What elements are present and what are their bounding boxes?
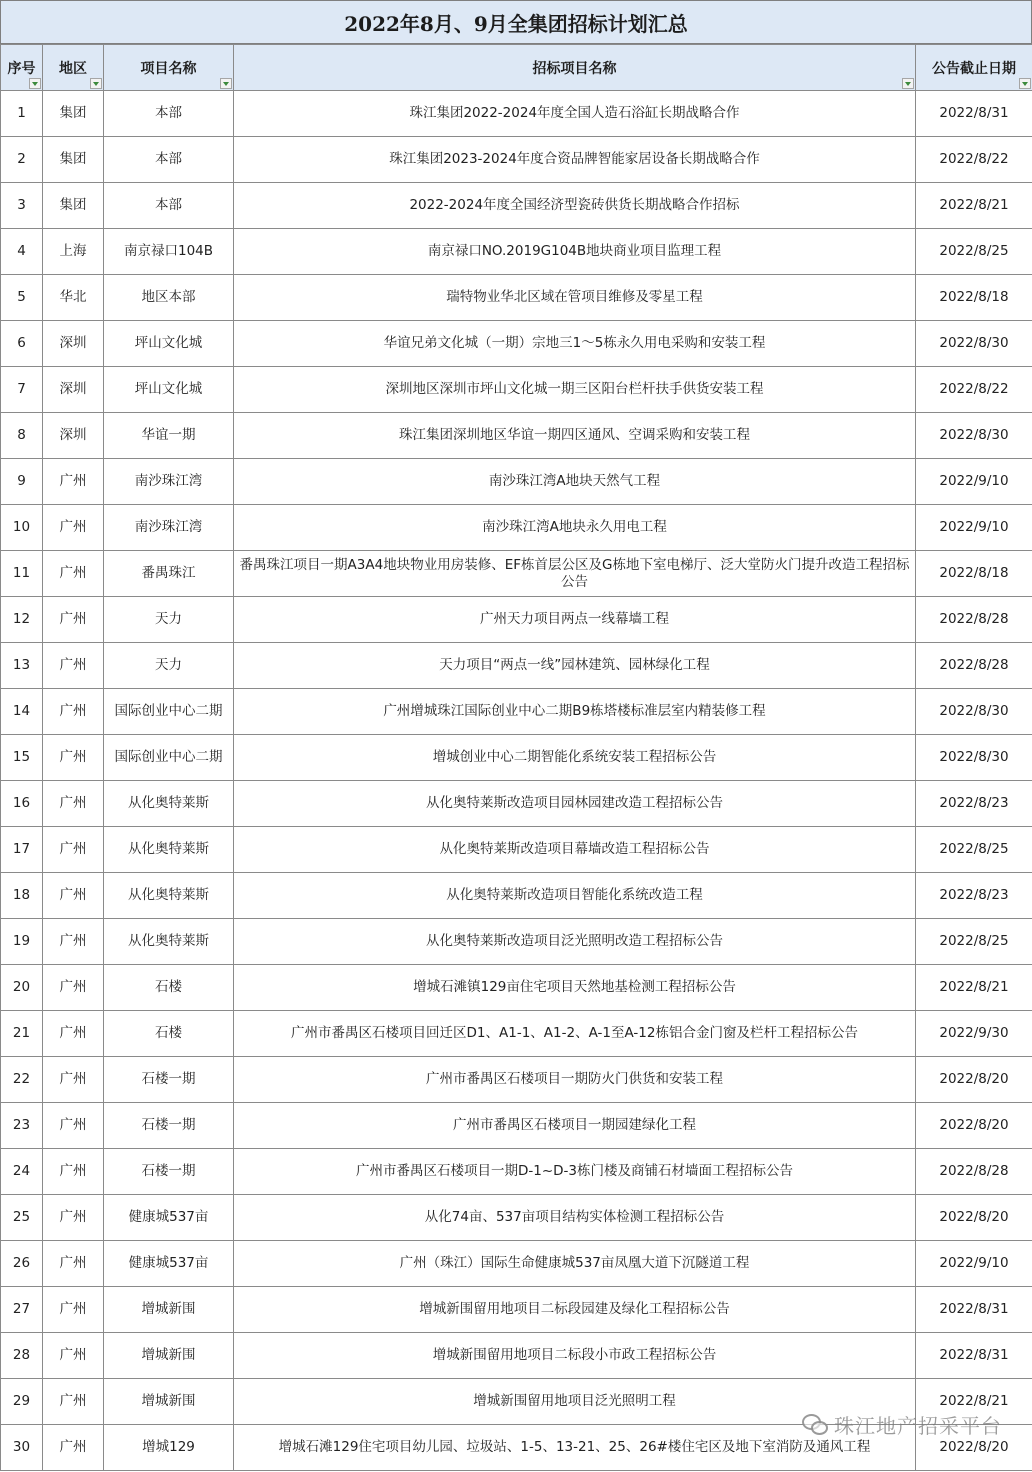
tender-name-cell[interactable]: 广州天力项目两点一线幕墙工程	[234, 597, 916, 643]
project-name-cell[interactable]: 华谊一期	[104, 413, 234, 459]
row-number-cell[interactable]: 23	[1, 1103, 43, 1149]
project-name-cell[interactable]: 增城新围	[104, 1333, 234, 1379]
table-row	[1, 1195, 1032, 1241]
tender-name-cell[interactable]: 广州增城珠江国际创业中心二期B9栋塔楼标准层室内精装修工程	[234, 689, 916, 735]
region-cell[interactable]: 广州	[43, 827, 104, 873]
project-name-cell[interactable]: 石楼一期	[104, 1057, 234, 1103]
deadline-cell[interactable]: 2022/9/10	[916, 1241, 1032, 1287]
deadline-cell[interactable]: 2022/8/28	[916, 1149, 1032, 1195]
tender-name-cell[interactable]: 南京禄口NO.2019G104B地块商业项目监理工程	[234, 229, 916, 275]
region-cell[interactable]: 广州	[43, 1057, 104, 1103]
deadline-cell[interactable]: 2022/8/21	[916, 965, 1032, 1011]
project-name-cell[interactable]: 本部	[104, 91, 234, 137]
filter-dropdown-icon[interactable]	[220, 78, 232, 89]
row-number-cell[interactable]: 10	[1, 505, 43, 551]
region-cell[interactable]: 广州	[43, 781, 104, 827]
table-row	[1, 413, 1032, 459]
table-row	[1, 827, 1032, 873]
project-name-cell[interactable]: 国际创业中心二期	[104, 735, 234, 781]
header-label: 项目名称	[140, 60, 197, 77]
wechat-icon	[802, 1414, 828, 1436]
table-row	[1, 919, 1032, 965]
row-number-cell[interactable]: 1	[1, 91, 43, 137]
row-number-cell[interactable]: 20	[1, 965, 43, 1011]
region-cell[interactable]: 深圳	[43, 367, 104, 413]
project-name-cell[interactable]: 增城129	[104, 1425, 234, 1471]
region-cell[interactable]: 广州	[43, 1011, 104, 1057]
project-name-cell[interactable]: 天力	[104, 597, 234, 643]
table-row	[1, 597, 1032, 643]
row-number-cell[interactable]: 6	[1, 321, 43, 367]
deadline-cell[interactable]: 2022/9/30	[916, 1011, 1032, 1057]
tender-name-cell[interactable]: 广州市番禺区石楼项目一期防火门供货和安装工程	[234, 1057, 916, 1103]
tender-name-cell[interactable]: 增城创业中心二期智能化系统安装工程招标公告	[234, 735, 916, 781]
project-name-cell[interactable]: 从化奥特莱斯	[104, 781, 234, 827]
project-name-cell[interactable]: 从化奥特莱斯	[104, 873, 234, 919]
tender-name-cell[interactable]: 从化74亩、537亩项目结构实体检测工程招标公告	[234, 1195, 916, 1241]
region-cell[interactable]: 广州	[43, 689, 104, 735]
row-number-cell[interactable]: 4	[1, 229, 43, 275]
row-number-cell[interactable]: 12	[1, 597, 43, 643]
header-row	[1, 45, 1032, 91]
region-cell[interactable]: 广州	[43, 643, 104, 689]
tender-name-cell[interactable]: 增城石滩129住宅项目幼儿园、垃圾站、1-5、13-21、25、26#楼住宅区及地下室消防及通风工程	[234, 1425, 916, 1471]
filter-dropdown-icon[interactable]	[90, 78, 102, 89]
deadline-cell[interactable]: 2022/8/21	[916, 183, 1032, 229]
project-name-cell[interactable]: 南京禄口104B	[104, 229, 234, 275]
row-number-cell[interactable]: 24	[1, 1149, 43, 1195]
tender-name-cell[interactable]: 珠江集团2023-2024年度合资品牌智能家居设备长期战略合作	[234, 137, 916, 183]
tender-name-cell[interactable]: 华谊兄弟文化城（一期）宗地三1～5栋永久用电采购和安装工程	[234, 321, 916, 367]
table-row	[1, 965, 1032, 1011]
table-row	[1, 643, 1032, 689]
region-cell[interactable]: 广州	[43, 1287, 104, 1333]
row-number-cell[interactable]: 19	[1, 919, 43, 965]
region-cell[interactable]: 广州	[43, 1425, 104, 1471]
region-cell[interactable]: 集团	[43, 137, 104, 183]
tender-name-cell[interactable]: 珠江集团2022-2024年度全国人造石浴缸长期战略合作	[234, 91, 916, 137]
header-cell	[234, 45, 916, 91]
deadline-cell[interactable]: 2022/8/30	[916, 735, 1032, 781]
table-row	[1, 137, 1032, 183]
region-cell[interactable]: 广州	[43, 1379, 104, 1425]
deadline-cell[interactable]: 2022/8/25	[916, 919, 1032, 965]
deadline-cell[interactable]: 2022/8/31	[916, 1287, 1032, 1333]
row-number-cell[interactable]: 5	[1, 275, 43, 321]
tender-name-cell[interactable]: 增城新围留用地项目二标段园建及绿化工程招标公告	[234, 1287, 916, 1333]
deadline-cell[interactable]: 2022/8/30	[916, 689, 1032, 735]
deadline-cell[interactable]: 2022/8/30	[916, 321, 1032, 367]
table-row	[1, 275, 1032, 321]
project-name-cell[interactable]: 增城新围	[104, 1379, 234, 1425]
region-cell[interactable]: 深圳	[43, 413, 104, 459]
region-cell[interactable]: 广州	[43, 459, 104, 505]
tender-name-cell[interactable]: 从化奥特莱斯改造项目智能化系统改造工程	[234, 873, 916, 919]
table-body	[1, 91, 1032, 1471]
tender-name-cell[interactable]: 增城新围留用地项目二标段小市政工程招标公告	[234, 1333, 916, 1379]
project-name-cell[interactable]: 本部	[104, 183, 234, 229]
row-number-cell[interactable]: 29	[1, 1379, 43, 1425]
header-cell	[104, 45, 234, 91]
region-cell[interactable]: 广州	[43, 505, 104, 551]
deadline-cell[interactable]: 2022/8/30	[916, 413, 1032, 459]
tender-name-cell[interactable]: 从化奥特莱斯改造项目泛光照明改造工程招标公告	[234, 919, 916, 965]
table-row	[1, 229, 1032, 275]
row-number-cell[interactable]: 21	[1, 1011, 43, 1057]
header-cell	[43, 45, 104, 91]
region-cell[interactable]: 广州	[43, 1149, 104, 1195]
region-cell[interactable]: 广州	[43, 1241, 104, 1287]
row-number-cell[interactable]: 28	[1, 1333, 43, 1379]
tender-name-cell[interactable]: 2022-2024年度全国经济型瓷砖供货长期战略合作招标	[234, 183, 916, 229]
tender-name-cell[interactable]: 从化奥特莱斯改造项目园林园建改造工程招标公告	[234, 781, 916, 827]
project-name-cell[interactable]: 石楼一期	[104, 1149, 234, 1195]
project-name-cell[interactable]: 天力	[104, 643, 234, 689]
table-row	[1, 1103, 1032, 1149]
tender-name-cell[interactable]: 南沙珠江湾A地块永久用电工程	[234, 505, 916, 551]
table-row	[1, 1149, 1032, 1195]
deadline-cell[interactable]: 2022/8/22	[916, 367, 1032, 413]
region-cell[interactable]: 广州	[43, 965, 104, 1011]
table-row	[1, 1057, 1032, 1103]
filter-dropdown-icon[interactable]	[29, 78, 41, 89]
row-number-cell[interactable]: 13	[1, 643, 43, 689]
region-cell[interactable]: 广州	[43, 919, 104, 965]
deadline-cell[interactable]: 2022/8/31	[916, 1333, 1032, 1379]
row-number-cell[interactable]: 18	[1, 873, 43, 919]
project-name-cell[interactable]: 石楼一期	[104, 1103, 234, 1149]
tender-plan-table	[0, 44, 1032, 1471]
row-number-cell[interactable]: 9	[1, 459, 43, 505]
deadline-cell[interactable]: 2022/8/28	[916, 597, 1032, 643]
table-row	[1, 321, 1032, 367]
project-name-cell[interactable]: 南沙珠江湾	[104, 505, 234, 551]
region-cell[interactable]: 上海	[43, 229, 104, 275]
tender-name-cell[interactable]: 增城新围留用地项目泛光照明工程	[234, 1379, 916, 1425]
row-number-cell[interactable]: 30	[1, 1425, 43, 1471]
table-row	[1, 91, 1032, 137]
header-label: 招标项目名称	[532, 60, 617, 77]
row-number-cell[interactable]: 2	[1, 137, 43, 183]
project-name-cell[interactable]: 增城新围	[104, 1287, 234, 1333]
table-row	[1, 505, 1032, 551]
tender-name-cell[interactable]: 增城石滩镇129亩住宅项目天然地基检测工程招标公告	[234, 965, 916, 1011]
row-number-cell[interactable]: 17	[1, 827, 43, 873]
project-name-cell[interactable]: 坪山文化城	[104, 321, 234, 367]
watermark-text: 珠江地产招采平台	[834, 1414, 1002, 1438]
region-cell[interactable]: 广州	[43, 551, 104, 597]
project-name-cell[interactable]: 健康城537亩	[104, 1241, 234, 1287]
row-number-cell[interactable]: 16	[1, 781, 43, 827]
table-row	[1, 183, 1032, 229]
table-row	[1, 781, 1032, 827]
deadline-cell[interactable]: 2022/8/22	[916, 137, 1032, 183]
deadline-cell[interactable]: 2022/8/20	[916, 1195, 1032, 1241]
row-number-cell[interactable]: 27	[1, 1287, 43, 1333]
row-number-cell[interactable]: 22	[1, 1057, 43, 1103]
header-label: 地区	[59, 60, 87, 77]
project-name-cell[interactable]: 地区本部	[104, 275, 234, 321]
deadline-cell[interactable]: 2022/8/25	[916, 229, 1032, 275]
row-number-cell[interactable]: 14	[1, 689, 43, 735]
region-cell[interactable]: 集团	[43, 91, 104, 137]
deadline-cell[interactable]: 2022/9/10	[916, 459, 1032, 505]
region-cell[interactable]: 广州	[43, 1103, 104, 1149]
row-number-cell[interactable]: 26	[1, 1241, 43, 1287]
region-cell[interactable]: 广州	[43, 1195, 104, 1241]
tender-name-cell[interactable]: 瑞特物业华北区域在管项目维修及零星工程	[234, 275, 916, 321]
row-number-cell[interactable]: 15	[1, 735, 43, 781]
project-name-cell[interactable]: 石楼	[104, 965, 234, 1011]
deadline-cell[interactable]: 2022/8/21	[916, 1379, 1032, 1425]
table-row	[1, 1241, 1032, 1287]
tender-name-cell[interactable]: 从化奥特莱斯改造项目幕墙改造工程招标公告	[234, 827, 916, 873]
header-cell	[1, 45, 43, 91]
deadline-cell[interactable]: 2022/8/18	[916, 551, 1032, 597]
deadline-cell[interactable]: 2022/8/23	[916, 873, 1032, 919]
deadline-cell[interactable]: 2022/8/20	[916, 1425, 1032, 1471]
table-row	[1, 873, 1032, 919]
table-row	[1, 367, 1032, 413]
table-row	[1, 1011, 1032, 1057]
watermark	[802, 1410, 1002, 1439]
project-name-cell[interactable]: 本部	[104, 137, 234, 183]
table-row	[1, 551, 1032, 597]
project-name-cell[interactable]: 从化奥特莱斯	[104, 919, 234, 965]
filter-dropdown-icon[interactable]	[902, 78, 914, 89]
tender-name-cell[interactable]: 深圳地区深圳市坪山文化城一期三区阳台栏杆扶手供货安装工程	[234, 367, 916, 413]
deadline-cell[interactable]: 2022/8/31	[916, 91, 1032, 137]
project-name-cell[interactable]: 南沙珠江湾	[104, 459, 234, 505]
deadline-cell[interactable]: 2022/8/20	[916, 1057, 1032, 1103]
project-name-cell[interactable]: 国际创业中心二期	[104, 689, 234, 735]
region-cell[interactable]: 深圳	[43, 321, 104, 367]
row-number-cell[interactable]: 7	[1, 367, 43, 413]
table-row	[1, 735, 1032, 781]
header-label: 序号	[7, 60, 36, 77]
project-name-cell[interactable]: 番禺珠江	[104, 551, 234, 597]
region-cell[interactable]: 广州	[43, 1333, 104, 1379]
region-cell[interactable]: 广州	[43, 873, 104, 919]
project-name-cell[interactable]: 石楼	[104, 1011, 234, 1057]
tender-name-cell[interactable]: 广州（珠江）国际生命健康城537亩凤凰大道下沉隧道工程	[234, 1241, 916, 1287]
project-name-cell[interactable]: 从化奥特莱斯	[104, 827, 234, 873]
tender-name-cell[interactable]: 番禺珠江项目一期A3A4地块物业用房装修、EF栋首层公区及G栋地下室电梯厅、泛大堂防火门提升改造工程招标公告	[234, 551, 916, 597]
filter-dropdown-icon[interactable]	[1019, 78, 1031, 89]
tender-name-cell[interactable]: 广州市番禺区石楼项目一期园建绿化工程	[234, 1103, 916, 1149]
tender-name-cell[interactable]: 天力项目“两点一线”园林建筑、园林绿化工程	[234, 643, 916, 689]
tender-name-cell[interactable]: 广州市番禺区石楼项目一期D-1~D-3栋门楼及商铺石材墙面工程招标公告	[234, 1149, 916, 1195]
deadline-cell[interactable]: 2022/8/28	[916, 643, 1032, 689]
region-cell[interactable]: 广州	[43, 597, 104, 643]
row-number-cell[interactable]: 8	[1, 413, 43, 459]
region-cell[interactable]: 华北	[43, 275, 104, 321]
row-number-cell[interactable]: 25	[1, 1195, 43, 1241]
table-row	[1, 1333, 1032, 1379]
project-name-cell[interactable]: 健康城537亩	[104, 1195, 234, 1241]
deadline-cell[interactable]: 2022/9/10	[916, 505, 1032, 551]
header-label: 公告截止日期	[932, 60, 1016, 77]
tender-name-cell[interactable]: 广州市番禺区石楼项目回迁区D1、A1-1、A1-2、A-1至A-12栋铝合金门窗及栏杆工程招标公告	[234, 1011, 916, 1057]
deadline-cell[interactable]: 2022/8/25	[916, 827, 1032, 873]
deadline-cell[interactable]: 2022/8/18	[916, 275, 1032, 321]
project-name-cell[interactable]: 坪山文化城	[104, 367, 234, 413]
row-number-cell[interactable]: 11	[1, 551, 43, 597]
tender-name-cell[interactable]: 珠江集团深圳地区华谊一期四区通风、空调采购和安装工程	[234, 413, 916, 459]
deadline-cell[interactable]: 2022/8/20	[916, 1103, 1032, 1149]
region-cell[interactable]: 广州	[43, 735, 104, 781]
table-row	[1, 1287, 1032, 1333]
table-row	[1, 459, 1032, 505]
row-number-cell[interactable]: 3	[1, 183, 43, 229]
sheet-title: 2022年8月、9月全集团招标计划汇总	[0, 0, 1032, 44]
header-cell	[916, 45, 1032, 91]
deadline-cell[interactable]: 2022/8/23	[916, 781, 1032, 827]
tender-name-cell[interactable]: 南沙珠江湾A地块天然气工程	[234, 459, 916, 505]
table-row	[1, 689, 1032, 735]
region-cell[interactable]: 集团	[43, 183, 104, 229]
